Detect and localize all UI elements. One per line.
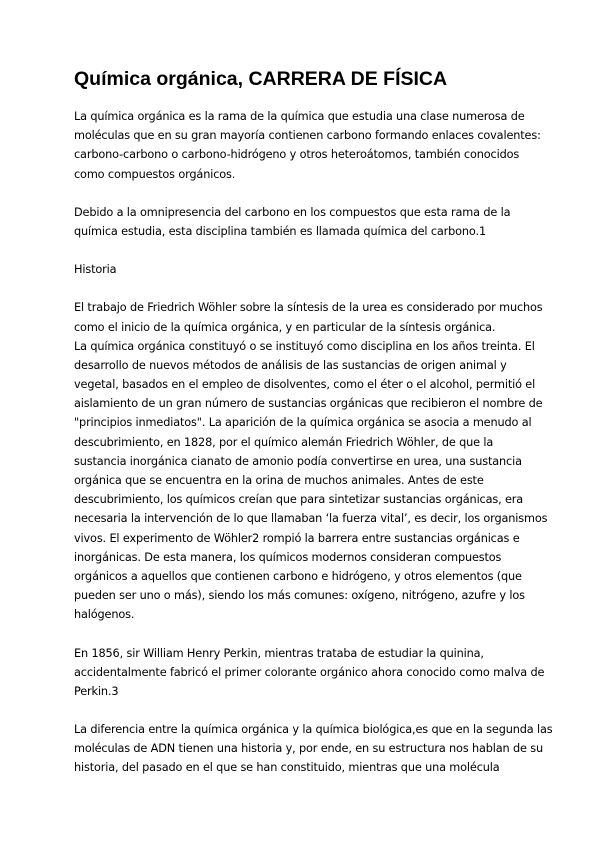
text-line: descubrimiento, en 1828, por el químico alemán Friedrich Wöhler, de que la (74, 435, 494, 449)
paragraph-spacer (74, 701, 540, 720)
text-line: moléculas que en su gran mayoría contienen carbono formando enlaces covalentes: (74, 129, 541, 143)
paragraph (74, 720, 553, 778)
text-line: orgánicos a aquellos que contienen carbono e hidrógeno, y otros elementos (que (74, 569, 522, 583)
text-line: halógenos. (74, 608, 135, 622)
paragraph (74, 298, 548, 624)
text-line: El trabajo de Friedrich Wöhler sobre la síntesis de la urea es considerado por muchos (74, 301, 543, 315)
paragraph-spacer (74, 625, 540, 644)
paragraph (74, 203, 540, 241)
text-line: sustancia inorgánica cianato de amonio podía convertirse en urea, una sustancia (74, 454, 522, 468)
paragraph (74, 107, 540, 184)
text-line: carbono-carbono o carbono-hidrógeno y otros heteroátomos, también conocidos (74, 148, 520, 162)
text-line: La diferencia entre la química orgánica y la química biológica,es que en la segunda las (74, 723, 553, 737)
document-body (74, 107, 553, 778)
text-line: Perkin.3 (74, 684, 119, 698)
text-line: accidentalmente fabricó el primer colorante orgánico ahora conocido como malva de (74, 665, 545, 679)
text-line: vegetal, basados en el empleo de disolventes, como el éter o el alcohol, permitió el (74, 378, 536, 392)
text-line: química estudia, esta disciplina también es llamada química del carbono.1 (74, 224, 486, 238)
text-line: vivos. El experimento de Wöhler2 rompió la barrera entre sustancias orgánicas e (74, 531, 520, 545)
text-line: "principios inmediatos". La aparición de la química orgánica se asocia a menudo al (74, 416, 532, 430)
text-line: como compuestos orgánicos. (74, 167, 236, 181)
text-line: La química orgánica constituyó o se instituyó como disciplina en los años treinta. El (74, 339, 535, 353)
text-line: descubrimiento, los químicos creían que para sintetizar sustancias orgánicas, era (74, 493, 524, 507)
text-line: orgánica que se encuentra en la orina de muchos animales. Antes de este (74, 474, 484, 487)
section-heading-historia (74, 260, 540, 279)
paragraph (74, 644, 545, 702)
text-line: historia, del pasado en el que se han constituido, mientras que una molécula (74, 761, 500, 775)
text-line: Debido a la omnipresencia del carbono en los compuestos que esta rama de la (74, 205, 511, 219)
text-line: pueden ser uno o más), siendo los más comunes: oxígeno, nitrógeno, azufre y los (74, 589, 525, 603)
paragraph-spacer (74, 279, 540, 298)
text-line: aislamiento de un gran número de sustancias orgánicas que recibieron el nombre de (74, 397, 543, 411)
text-line: La química orgánica es la rama de la química que estudia una clase numerosa de (74, 110, 525, 123)
text-line: desarrollo de nuevos métodos de análisis de las sustancias de origen animal y (74, 358, 507, 372)
paragraph-spacer (74, 241, 540, 260)
text-line: inorgánicas. De esta manera, los químicos modernos consideran compuestos (74, 550, 502, 564)
text-line: necesaria la intervención de lo que llamaban ‘la fuerza vital’, es decir, los organismos (74, 512, 548, 526)
document-title: Química orgánica, CARRERA DE FÍSICA (74, 68, 448, 90)
text-line: Historia (74, 263, 117, 277)
text-line: moléculas de ADN tienen una historia y, por ende, en su estructura nos hablan de su (74, 742, 544, 756)
text-line: como el inicio de la química orgánica, y en particular de la síntesis orgánica. (74, 320, 496, 334)
text-line: En 1856, sir William Henry Perkin, mientras trataba de estudiar la quinina, (74, 646, 484, 660)
paragraph-spacer (74, 184, 540, 203)
